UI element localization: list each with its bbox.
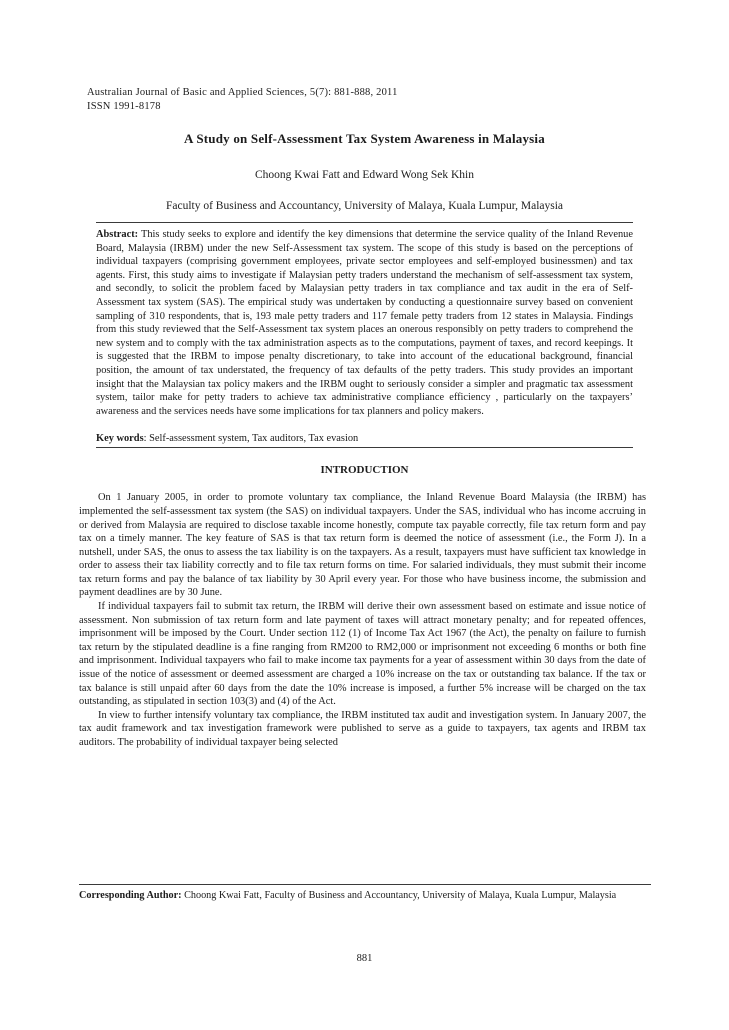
intro-paragraph-1: On 1 January 2005, in order to promote voluntary tax compliance, the Inland Revenue Board Malaysia (the IRBM) has implemented the self-assessment tax system (the SAS) on individual taxpayers. Under the SAS, individual who has income accruing in or derived from Malaysia are required to disclose taxable income honestly, compute tax payable correctly, file tax return form and pay tax on a timely manner. The key feature of SAS is that tax return form is deemed the notice of assessment (i.e., the Form J). In a nutshell, under SAS, the onus to assess the tax liability is on the taxpayers. As a result, taxpayers must have sufficient tax knowledge in order to assess their tax liability correctly and to file tax return forms on time. For salaried individuals, they must submit their income tax return forms and pay the balance of tax liability by 30 April every year. For those who have business income, the submission and payment deadlines are by 30 June. — [79, 492, 646, 599]
issn-line: ISSN 1991-8178 — [87, 101, 161, 112]
abstract-paragraph — [96, 228, 633, 418]
page-title: A Study on Self-Assessment Tax System Awareness in Malaysia — [184, 131, 545, 146]
journal-header — [87, 86, 729, 114]
keywords-line — [96, 432, 633, 448]
abstract-section — [96, 222, 633, 418]
journal-name-line: Australian Journal of Basic and Applied Sciences, 5(7): 881-888, 2011 — [87, 87, 398, 98]
affiliation-line: Faculty of Business and Accountancy, University of Malaya, Kuala Lumpur, Malaysia — [165, 200, 564, 212]
authors-line: Choong Kwai Fatt and Edward Wong Sek Khin — [255, 169, 474, 181]
corresponding-author-text: Choong Kwai Fatt, Faculty of Business and Accountancy, University of Malaya, Kuala Lumpur, Malaysia — [181, 890, 617, 901]
keywords-text: : Self-assessment system, Tax auditors, Tax evasion — [143, 433, 359, 445]
corresponding-author-line — [79, 889, 651, 903]
intro-paragraph-2: If individual taxpayers fail to submit tax return, the IRBM will derive their own assessment based on estimate and issue notice of assessment. Non submission of tax return form and late payment of taxes will attract monetary penalty; and for repeated offences, imprisonment will be imposed by the Court. Under section 112 (1) of Income Tax Act 1967 (the Act), the penalty on failure to furnish tax return by the stipulated deadline is a fine ranging from RM200 to RM2,000 or imprisonment not exceeding 6 months or both fine and imprisonment. Individual taxpayers who fail to make income tax payments for a year of assessment within 30 days from the date of issue of the notice of assessment or deemed assessment are charged a 10% increase on the tax or outstanding tax balance. If the tax or tax balance is still unpaid after 60 days from the date the 10% increase is imposed, a further 5% increase will be charged on the tax outstanding, as stipulated in section 103(3) and (4) of the Act. — [79, 601, 646, 708]
abstract-text: This study seeks to explore and identify the key dimensions that determine the service quality of the Inland Revenue Board, Malaysia (IRBM) under the new Self-Assessment tax system. The scope of this study is based on the perceptions of individual taxpayers (comprising government employees, private sector employees and self-employed businessmen) and tax agents. First, this study aims to investigate if Malaysian petty traders understand the mechanism of self-assessment tax system, and secondly, to solicit the problem faced by Malaysian petty traders in tax compliance and tax audit in the era of Self-Assessment tax system (SAS). The empirical study was undertaken by conducting a questionnaire survey based on convenient sampling of 310 respondents, that is, 193 male petty traders and 117 female petty traders from 12 states in Malaysia. Findings from this study reviewed that the Self-Assessment tax system places an onerous responsibly on petty traders to comprehend the new system and to comply with the tax administration aspects as to the computations, payment of taxes, and record keepings. It is suggested that the IRBM to impose penalty discretionary, to take into account of the educational background, financial position, the amount of tax understated, the frequency of tax defaults of the petty traders. This study provides an important insight that the Malaysian tax policy makers and the IRBM ought to seriously consider a simpler and pragmatic tax assessment system, tailor make for petty traders to achieve tax administrative compliance efficiency , particularly on the taxpayers’ awareness and the services needs have some implications for tax planners and policy makers. — [96, 229, 633, 417]
introduction-body — [79, 491, 646, 749]
page-number: 881 — [356, 953, 373, 964]
introduction-heading: INTRODUCTION — [320, 464, 409, 477]
abstract-label: Abstract: — [96, 229, 139, 240]
intro-paragraph-3: In view to further intensify voluntary tax compliance, the IRBM instituted tax audit and investigation system. In January 2007, the tax audit framework and tax investigation framework were published to serve as a guide to taxpayers, tax agents and IRBM tax auditors. The probability of individual taxpayer being selected — [79, 709, 646, 748]
keywords-label: Key words — [96, 433, 144, 445]
corresponding-author-label: Corresponding Author: — [79, 890, 182, 901]
footer-note — [79, 884, 651, 903]
